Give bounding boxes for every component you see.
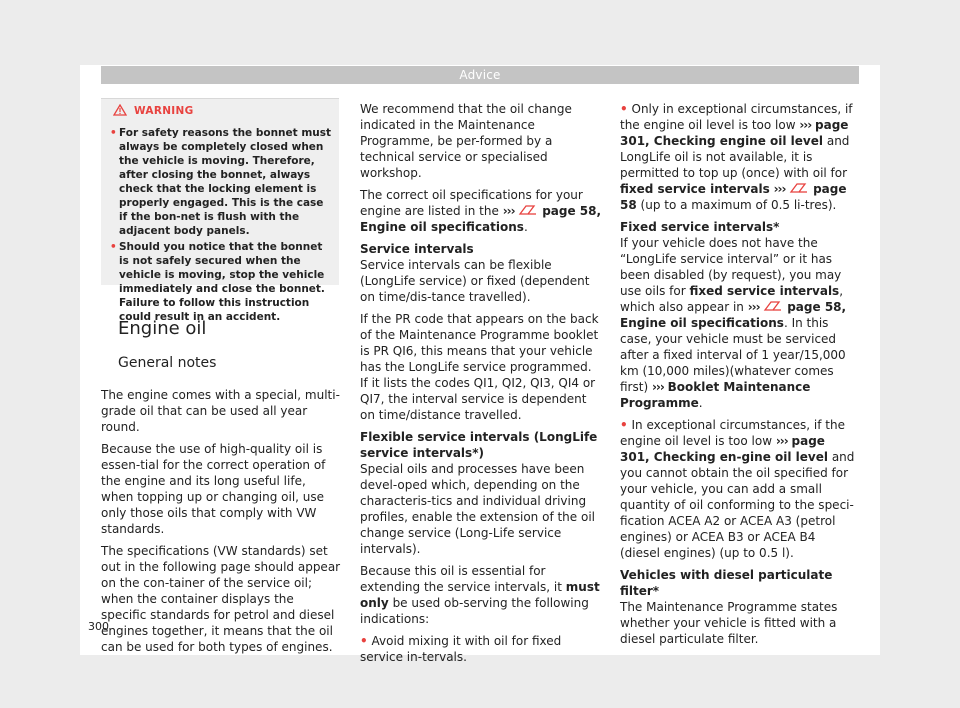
paragraph: The Maintenance Programme states whether your vehicle is fitted with a diesel particulate filter. (620, 600, 838, 646)
section-title: Engine oil (118, 318, 207, 339)
bullet-icon: • (620, 102, 628, 116)
cross-reference-link[interactable]: page 58, Engine oil specifications (620, 300, 847, 330)
book-icon (789, 182, 809, 194)
cross-reference-link[interactable]: page 301, Checking engine oil level (620, 118, 849, 148)
cross-reference-link[interactable]: page 58 (620, 182, 847, 212)
paragraph (360, 563, 602, 627)
warning-title: WARNING (134, 105, 194, 117)
heading-text: Flexible service intervals (LongLife service intervals*) (360, 430, 598, 460)
emphasis: must only (360, 580, 600, 610)
warning-box (101, 98, 339, 323)
emphasis: fixed service intervals (620, 182, 770, 196)
paragraph: Special oils and processes have been devel-oped which, depending on the characteris-tics and individual driving profiles, enable the extension of the oil change service (Long-Life service intervals). (360, 462, 595, 556)
warning-triangle-icon (113, 104, 127, 116)
text: (up to a maximum of 0.5 li-tres). (640, 198, 837, 212)
cross-ref-arrows: ››› (773, 182, 786, 196)
cross-ref-arrows: ››› (775, 434, 788, 448)
warning-list (111, 126, 331, 326)
bullet-item (360, 633, 602, 665)
cross-ref-arrows: ››› (799, 118, 812, 132)
text: The correct oil specifications for your engine are listed in the (360, 188, 583, 218)
paragraph: If the PR code that appears on the back of the Maintenance Programme booklet is PR QI6, this means that your vehicle has the LongLife service programmed. If it lists the codes QI1, QI2, QI3, QI4 or QI7, the interval service is dependent on time/distance travelled. (360, 312, 599, 422)
heading-text: Vehicles with diesel particulate filter* (620, 568, 833, 598)
paragraph: Service intervals can be flexible (LongLife service) or fixed (dependent on time/dis-tance travelled). (360, 258, 590, 304)
book-icon (518, 204, 538, 216)
text: . (523, 220, 528, 234)
paragraph (620, 235, 858, 411)
text: In exceptional circumstances, if the engine oil level is too low (620, 418, 845, 448)
column-2 (360, 101, 602, 671)
paragraph (360, 187, 602, 235)
cross-ref-arrows: ››› (502, 204, 515, 218)
text: Avoid mixing it with oil for fixed service in-tervals. (360, 634, 562, 664)
paragraph: The specifications (VW standards) set out in the following page should appear on the con-tainer of the service oil; when the container displays the specific standards for petrol and diesel engines together, it means that the oil can be used for both types of engines. (101, 544, 341, 654)
text: and you cannot obtain the oil specified for your vehicle, you can add a small quantity of oil conforming to the speci-fication ACEA A2 or ACEA A3 (petrol engines) or ACEA B3 or ACEA B4 (diesel engines) (up to 0.5 l). (620, 450, 855, 560)
cross-ref-arrows: ››› (747, 300, 760, 314)
cross-reference-link[interactable]: page 301, Checking en-gine oil level (620, 434, 828, 464)
cross-reference-link[interactable]: Booklet Maintenance Programme (620, 380, 811, 410)
column-1 (101, 387, 341, 661)
bullet-item (620, 101, 858, 213)
heading-text: Service intervals (360, 242, 474, 256)
page-number: 300 (88, 620, 109, 633)
paragraph: The engine comes with a special, multi-grade oil that can be used all year round. (101, 388, 340, 434)
subheading (620, 567, 858, 599)
text: Because this oil is essential for extending the service intervals, it (360, 564, 562, 594)
bullet-icon: • (620, 418, 628, 432)
warning-item: • For safety reasons the bonnet must always be completely closed when the vehicle is moving. Therefore, after closing the bonnet, always check that the locking element is properly engaged. This is the case if the bon-net is flush with the adjacent body panels. (111, 126, 331, 238)
column-3 (620, 101, 858, 653)
book-icon (763, 300, 783, 312)
heading-text: Fixed service intervals* (620, 220, 780, 234)
cross-reference-link[interactable]: page 58, Engine oil specifications (360, 204, 602, 234)
subheading (360, 241, 602, 257)
text: . In this case, your vehicle must be serviced after a fixed interval of 1 year/15,000 km (10,000 miles)(whatever comes first) (620, 316, 846, 394)
bullet-icon: • (360, 634, 368, 648)
warning-item: • Should you notice that the bonnet is not safely secured when the vehicle is moving, stop the vehicle immediately and close the bonnet. Failure to follow this instruction could result in an accident. (111, 240, 331, 324)
page-header: Advice (101, 66, 859, 84)
bullet-item (620, 417, 858, 561)
text: . (698, 396, 703, 410)
text: and LongLife oil is not available, it is permitted to top up (once) with oil for (620, 134, 850, 180)
paragraph: We recommend that the oil change indicated in the Maintenance Programme, be per-formed by a technical service or specialised workshop. (360, 102, 572, 180)
text: If your vehicle does not have the “LongLife service interval” or it has been disabled (by request), you may use oils for (620, 236, 842, 298)
text: Only in exceptional circumstances, if the engine oil level is too low (620, 102, 853, 132)
subheading (360, 429, 602, 461)
section-subtitle: General notes (118, 355, 217, 371)
emphasis: fixed service intervals (689, 284, 840, 298)
text: , which also appear in (620, 284, 844, 314)
text: be used ob-serving the following indications: (360, 596, 589, 626)
cross-ref-arrows: ››› (651, 380, 664, 394)
paragraph: Because the use of high-quality oil is essen-tial for the correct operation of the engine and its long useful life, when topping up or changing oil, use only those oils that comply with VW standards. (101, 442, 326, 536)
subheading (620, 219, 858, 235)
